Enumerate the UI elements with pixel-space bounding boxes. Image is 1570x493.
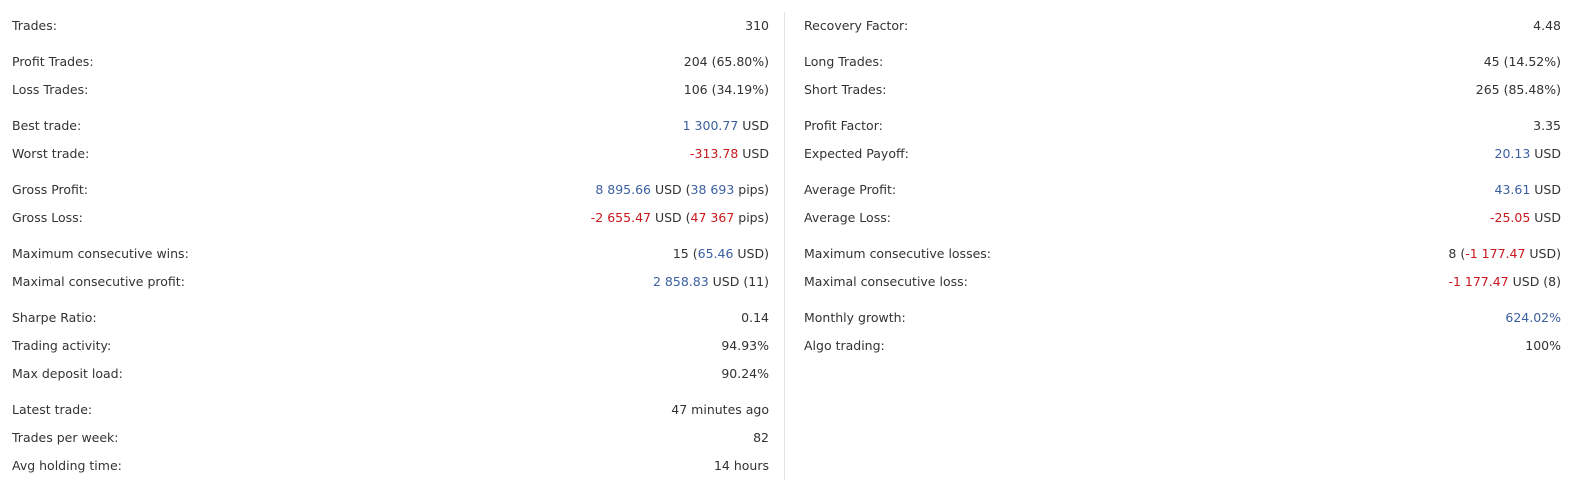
pips-amount: 47 367	[690, 210, 735, 225]
stat-row-trading-activity	[12, 332, 769, 360]
currency-suffix: USD (11)	[712, 274, 769, 289]
stat-value	[653, 268, 769, 296]
stat-label: Profit Trades:	[12, 54, 94, 69]
stat-row-max-consecutive-losses	[804, 240, 1561, 268]
stat-value: 3.35	[1533, 118, 1561, 133]
stat-row-loss-trades	[12, 76, 769, 104]
stat-label: Latest trade:	[12, 402, 93, 417]
positive-amount: 1 300.77	[682, 118, 739, 133]
stat-value: 94.93%	[721, 338, 769, 353]
pips-amount: 38 693	[690, 182, 735, 197]
positive-amount: 2 858.83	[653, 274, 709, 289]
stat-value	[1448, 268, 1561, 296]
stat-row-profit-factor	[804, 112, 1561, 140]
positive-amount: 20.13	[1494, 146, 1531, 161]
stat-value: 204 (65.80%)	[683, 54, 769, 69]
stat-value	[1490, 204, 1561, 232]
stat-label: Average Profit:	[804, 182, 897, 197]
stat-value: 47 minutes ago	[671, 402, 769, 417]
stat-label: Trades:	[12, 18, 57, 33]
count-prefix: 15 (	[672, 246, 698, 261]
stat-row-trades-per-week	[12, 424, 769, 452]
stat-row-average-profit	[804, 176, 1561, 204]
stat-row-monthly-growth	[804, 304, 1561, 332]
stat-label: Avg holding time:	[12, 458, 122, 473]
currency-unit: USD (	[654, 210, 691, 225]
stat-label: Worst trade:	[12, 146, 90, 161]
currency-unit: USD	[742, 146, 769, 161]
pips-suffix: pips)	[738, 210, 769, 225]
currency-suffix: USD)	[1529, 246, 1561, 261]
stat-label: Average Loss:	[804, 210, 891, 225]
currency-unit: USD (	[654, 182, 691, 197]
stats-column-right	[804, 12, 1561, 360]
stat-value	[1448, 240, 1561, 268]
stat-row-sharpe-ratio	[12, 304, 769, 332]
stat-row-profit-trades	[12, 48, 769, 76]
stat-row-max-deposit-load	[12, 360, 769, 388]
stat-row-trades	[12, 12, 769, 40]
currency-unit: USD	[1534, 182, 1561, 197]
stat-row-max-consecutive-loss	[804, 268, 1561, 296]
stat-row-best-trade	[12, 112, 769, 140]
stat-row-short-trades	[804, 76, 1561, 104]
stat-label: Best trade:	[12, 118, 82, 133]
stat-label: Gross Loss:	[12, 210, 83, 225]
stat-value	[673, 240, 769, 268]
stat-label: Maximal consecutive loss:	[804, 274, 968, 289]
stat-value: 624.02%	[1505, 310, 1561, 325]
currency-unit: USD	[742, 118, 769, 133]
stat-label: Max deposit load:	[12, 366, 123, 381]
stat-label: Maximal consecutive profit:	[12, 274, 185, 289]
stat-value: 310	[745, 18, 769, 33]
stat-label: Algo trading:	[804, 338, 885, 353]
positive-amount: 65.46	[697, 246, 734, 261]
stat-value: 0.14	[741, 310, 769, 325]
stat-value	[595, 176, 769, 204]
currency-unit: USD	[1534, 210, 1561, 225]
stat-label: Gross Profit:	[12, 182, 89, 197]
stat-value: 106 (34.19%)	[683, 82, 769, 97]
stat-value: 82	[753, 430, 769, 445]
stat-value	[1495, 176, 1562, 204]
stat-row-algo-trading	[804, 332, 1561, 360]
stat-row-gross-profit	[12, 176, 769, 204]
stat-value: 45 (14.52%)	[1483, 54, 1561, 69]
stat-row-worst-trade	[12, 140, 769, 168]
stat-value: 4.48	[1533, 18, 1561, 33]
stat-row-avg-holding-time	[12, 452, 769, 480]
stat-label: Trading activity:	[12, 338, 112, 353]
negative-amount: -25.05	[1490, 210, 1531, 225]
stat-label: Trades per week:	[12, 430, 119, 445]
stat-row-recovery-factor	[804, 12, 1561, 40]
stat-row-max-consecutive-profit	[12, 268, 769, 296]
stat-row-long-trades	[804, 48, 1561, 76]
stat-row-latest-trade	[12, 396, 769, 424]
stat-value	[690, 140, 769, 168]
stat-value	[1495, 140, 1562, 168]
stat-label: Expected Payoff:	[804, 146, 909, 161]
negative-amount: -2 655.47	[590, 210, 651, 225]
stat-value	[683, 112, 769, 140]
stat-value: 90.24%	[721, 366, 769, 381]
stats-column-left	[12, 12, 769, 480]
stat-value	[591, 204, 769, 232]
count-prefix: 8 (	[1448, 246, 1466, 261]
currency-suffix: USD)	[737, 246, 769, 261]
positive-amount: 8 895.66	[595, 182, 651, 197]
stat-label: Profit Factor:	[804, 118, 883, 133]
pips-suffix: pips)	[738, 182, 769, 197]
currency-suffix: USD (8)	[1512, 274, 1561, 289]
positive-amount: 43.61	[1494, 182, 1531, 197]
negative-amount: -313.78	[690, 146, 739, 161]
stat-label: Long Trades:	[804, 54, 884, 69]
stat-label: Loss Trades:	[12, 82, 89, 97]
stat-value: 265 (85.48%)	[1475, 82, 1561, 97]
stat-label: Maximum consecutive losses:	[804, 246, 991, 261]
stat-row-average-loss	[804, 204, 1561, 232]
negative-amount: -1 177.47	[1465, 246, 1526, 261]
stat-value: 100%	[1525, 338, 1561, 353]
stat-label: Maximum consecutive wins:	[12, 246, 189, 261]
stat-label: Monthly growth:	[804, 310, 906, 325]
stat-row-max-consecutive-wins	[12, 240, 769, 268]
stat-row-gross-loss	[12, 204, 769, 232]
negative-amount: -1 177.47	[1448, 274, 1509, 289]
stat-value: 14 hours	[713, 458, 769, 473]
currency-unit: USD	[1534, 146, 1561, 161]
stat-label: Short Trades:	[804, 82, 887, 97]
stat-row-expected-payoff	[804, 140, 1561, 168]
column-divider	[784, 12, 785, 480]
stat-label: Sharpe Ratio:	[12, 310, 97, 325]
stat-label: Recovery Factor:	[804, 18, 909, 33]
